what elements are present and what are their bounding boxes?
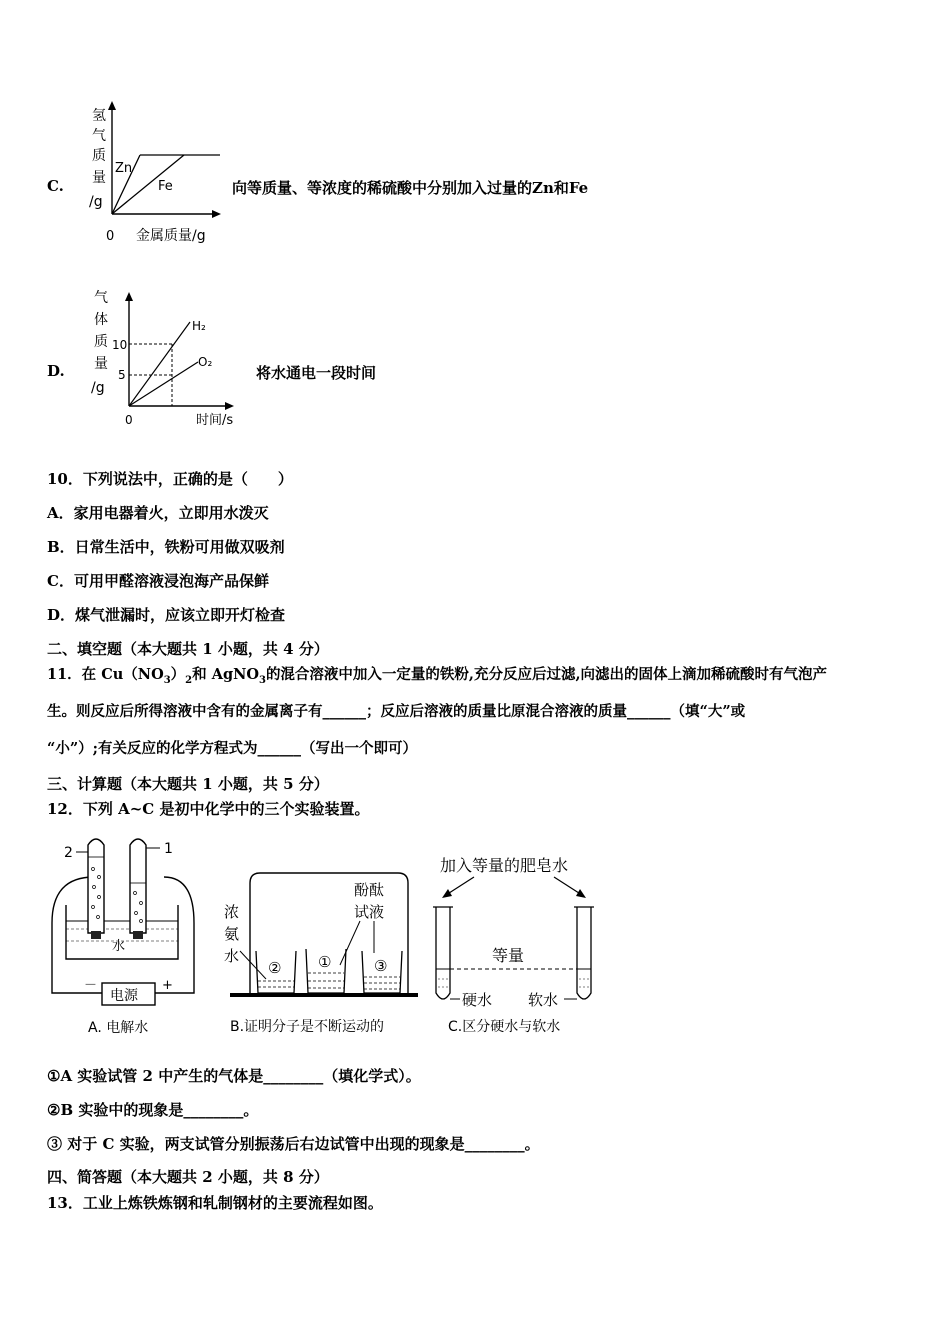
q10-option-d: D．煤气泄漏时，应该立即开灯检查 — [47, 606, 286, 624]
graph-c — [80, 98, 230, 248]
q11-line-3: “小”）;有关反应的化学方程式为______（写出一个即可） — [47, 740, 418, 757]
graph-c-y-arrow — [108, 101, 116, 110]
option-c-letter: C. — [47, 177, 64, 195]
figure-c-caption: C.区分硬水与软水 — [448, 1019, 561, 1035]
figure-a-power: 电源 — [110, 988, 138, 1004]
figure-a-label-1: 1 — [164, 841, 173, 857]
figure-a-wire-right — [155, 877, 194, 993]
figure-c-tube-left — [436, 907, 450, 999]
q10-stem: 10．下列说法中，正确的是（ ） — [47, 470, 293, 488]
figure-b-number-2: ② — [268, 959, 282, 977]
q10-option-a: A．家用电器着火，立即用水泼灭 — [47, 504, 269, 522]
option-d-text: 将水通电一段时间 — [256, 364, 377, 382]
figure-a-electrode-right — [133, 931, 143, 939]
figure-c-hardness — [433, 856, 594, 1035]
graph-c-ylabel-1: 氢 — [92, 108, 106, 124]
graph-d — [86, 286, 246, 432]
section-3-heading: 三、计算题（本大题共 1 小题，共 5 分） — [47, 775, 329, 793]
figure-b-ammonia-2: 氨 — [224, 925, 240, 943]
figure-a-plus: + — [162, 978, 173, 993]
figure-b-molecules — [224, 873, 418, 1035]
figure-c-top-label: 加入等量的肥皂水 — [440, 856, 569, 875]
graph-d-xlabel: 时间/s — [196, 413, 234, 428]
figure-a-tube-1 — [130, 839, 146, 933]
q12-sub-1: ①A 实验试管 2 中产生的气体是________（填化学式）。 — [47, 1067, 421, 1085]
graph-c-x-arrow — [212, 210, 221, 218]
figure-c-tube-right — [577, 907, 591, 999]
graph-d-ylabel-3: 质 — [94, 334, 108, 350]
q12-figures — [44, 833, 604, 1039]
option-c-text: 向等质量、等浓度的稀硫酸中分别加入过量的Zn和Fe — [232, 179, 589, 197]
figure-a-electrode-left — [91, 931, 101, 939]
graph-c-ylabel-2: 气 — [92, 128, 106, 144]
graph-d-label-o2: O₂ — [198, 355, 213, 369]
q11-line-2: 生。则反应后所得溶液中含有的金属离子有______；反应后溶液的质量比原混合溶液的质量______（填“大”或 — [47, 703, 746, 720]
figure-a-water: 水 — [112, 939, 126, 954]
graph-d-ylabel-5: /g — [91, 380, 105, 396]
figure-a-minus: － — [84, 978, 98, 993]
figure-a-tube-2 — [88, 839, 104, 933]
graph-c-origin: 0 — [106, 229, 115, 244]
figure-c-soft: 软水 — [528, 991, 559, 1009]
option-d-letter: D. — [47, 362, 65, 380]
graph-d-origin: 0 — [125, 413, 133, 427]
graph-c-label-fe: Fe — [158, 179, 173, 194]
graph-d-series-h2 — [129, 322, 190, 406]
figure-a-electrolysis — [52, 839, 194, 1036]
graph-d-y-arrow — [125, 292, 133, 301]
q12-sub-2: ②B 实验中的现象是________。 — [47, 1101, 259, 1119]
figure-b-phenol-1: 酚酞 — [354, 881, 385, 899]
figure-b-caption: B.证明分子是不断运动的 — [230, 1019, 385, 1035]
graph-d-label-h2: H₂ — [192, 319, 206, 333]
figure-a-caption: A. 电解水 — [88, 1020, 149, 1036]
graph-d-x-arrow — [225, 402, 234, 410]
figure-c-equal: 等量 — [492, 946, 525, 965]
q10-option-b: B．日常生活中，铁粉可用做双吸剂 — [47, 538, 285, 556]
graph-c-ylabel-5: /g — [89, 194, 103, 210]
graph-d-ylabel-1: 气 — [94, 290, 108, 306]
graph-d-ylabel-4: 量 — [94, 356, 108, 372]
figure-c-hard: 硬水 — [462, 991, 493, 1009]
graph-d-ylabel-2: 体 — [94, 312, 108, 328]
graph-c-ylabel-3: 质 — [92, 148, 106, 164]
figure-b-ammonia-1: 浓 — [224, 903, 240, 921]
graph-c-label-zn: Zn — [115, 161, 133, 176]
q13-stem: 13．工业上炼铁炼钢和轧制钢材的主要流程如图。 — [47, 1194, 383, 1212]
figure-b-number-1: ① — [318, 953, 332, 971]
figure-a-label-2: 2 — [64, 845, 73, 861]
section-4-heading: 四、简答题（本大题共 2 小题，共 8 分） — [47, 1168, 329, 1186]
graph-c-xlabel: 金属质量/g — [136, 228, 206, 244]
figure-b-phenol-2: 试液 — [354, 903, 385, 921]
figure-b-ammonia-3: 水 — [224, 947, 240, 965]
graph-d-ytick-5: 5 — [118, 368, 126, 382]
q10-option-c: C．可用甲醛溶液浸泡海产品保鲜 — [47, 572, 269, 590]
graph-c-ylabel-4: 量 — [92, 170, 106, 186]
figure-b-number-3: ③ — [374, 957, 388, 975]
q12-stem: 12．下列 A~C 是初中化学中的三个实验装置。 — [47, 800, 370, 818]
q11-line-1: 11．在 $Cu(NO_3)_2$和 AgNO$_3$的混合溶液中加入一定量的铁粉,充分反应后过滤,向滤出的固体上滴加稀硫酸时有气泡产 — [47, 666, 828, 686]
q12-sub-3: ③ 对于 C 实验，两支试管分别振荡后右边试管中出现的现象是________。 — [47, 1135, 540, 1153]
graph-d-ytick-10: 10 — [112, 338, 128, 352]
section-2-heading: 二、填空题（本大题共 1 小题，共 4 分） — [47, 640, 329, 658]
graph-d-series-o2 — [129, 362, 198, 406]
